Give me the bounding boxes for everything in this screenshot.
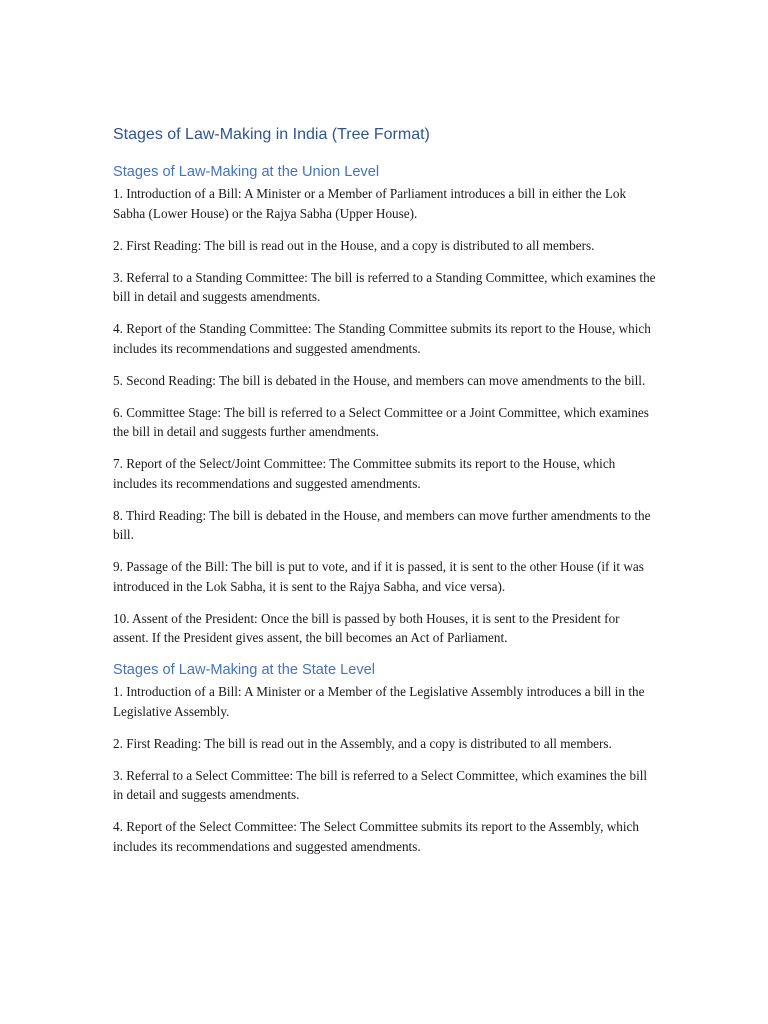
paragraph: 1. Introduction of a Bill: A Minister or a Member of Parliament introduces a bill in either the Lok Sabha (Lower House) or the Rajya Sabha (Upper House). — [113, 186, 627, 221]
paragraph: 4. Report of the Standing Committee: The Standing Committee submits its report to the House, which includes its recommendations and suggested amendments. — [113, 321, 651, 356]
paragraph: 2. First Reading: The bill is read out in the House, and a copy is distributed to all members. — [113, 237, 595, 253]
paragraph: 3. Referral to a Standing Committee: The bill is referred to a Standing Committee, which examines the bill in detail and suggests amendments. — [113, 269, 656, 304]
paragraph: 6. Committee Stage: The bill is referred to a Select Committee or a Joint Committee, which examines the bill in detail and suggests further amendments. — [113, 404, 649, 439]
paragraph: 3. Referral to a Select Committee: The bill is referred to a Select Committee, which examines the bill in detail and suggests amendments. — [113, 767, 648, 802]
paragraph: 9. Passage of the Bill: The bill is put to vote, and if it is passed, it is sent to the other House (if it was introduced in the Lok Sabha, it is sent to the Rajya Sabha, and vice versa). — [113, 559, 644, 594]
paragraph: 10. Assent of the President: Once the bill is passed by both Houses, it is sent to the President for assent. If the President gives assent, the bill becomes an Act of Parliament. — [113, 610, 620, 645]
paragraph: 2. First Reading: The bill is read out in the Assembly, and a copy is distributed to all members. — [113, 735, 612, 751]
section-union-level — [113, 162, 658, 648]
document-title: Stages of Law-Making in India (Tree Format) — [113, 126, 430, 143]
paragraph: 5. Second Reading: The bill is debated in the House, and members can move amendments to the bill. — [113, 372, 646, 388]
section-state-level — [113, 660, 658, 856]
section-heading: Stages of Law-Making at the Union Level — [113, 164, 380, 180]
paragraph: 8. Third Reading: The bill is debated in the House, and members can move further amendments to the bill. — [113, 507, 651, 542]
paragraph: 7. Report of the Select/Joint Committee: The Committee submits its report to the House, which includes its recommendations and suggested amendments. — [113, 456, 616, 491]
paragraph: 4. Report of the Select Committee: The Select Committee submits its report to the Assembly, which includes its recommendations and suggested amendments. — [113, 819, 639, 854]
section-heading: Stages of Law-Making at the State Level — [113, 662, 376, 678]
document-page — [113, 122, 658, 869]
paragraph: 1. Introduction of a Bill: A Minister or a Member of the Legislative Assembly introduces a bill in the Legislative Assembly. — [113, 684, 645, 719]
